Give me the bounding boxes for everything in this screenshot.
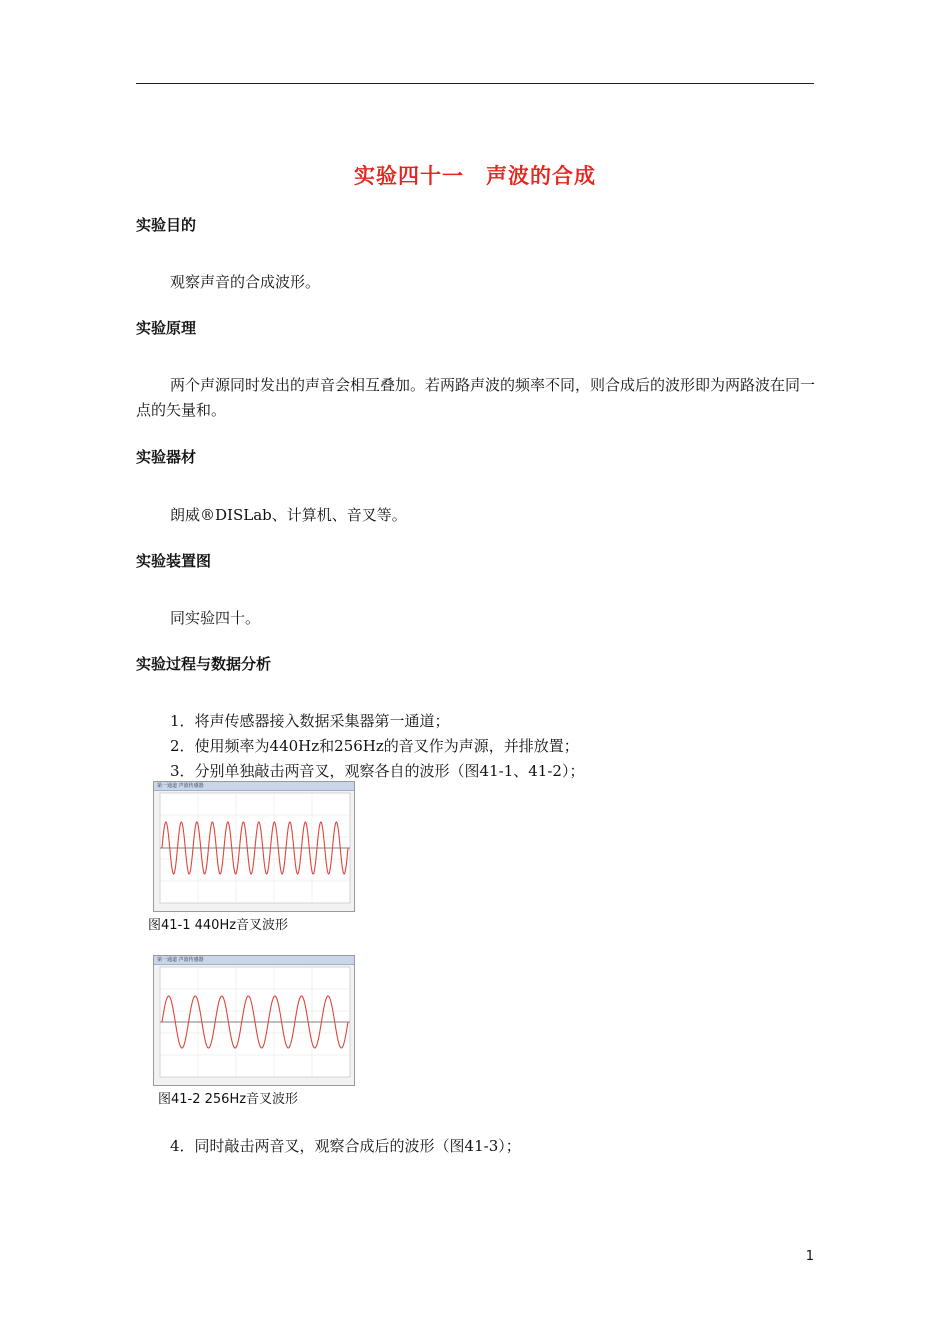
section-heading-setup: 实验装置图 xyxy=(136,552,212,570)
equipment-text: 朗威®DISLab、计算机、音叉等。 xyxy=(170,506,407,524)
figure-window-title: 第一通道 声波传感器 xyxy=(154,782,354,791)
section-heading-procedure: 实验过程与数据分析 xyxy=(136,655,272,673)
figure-caption-41-1: 图41-1 440Hz音叉波形 xyxy=(148,918,289,933)
figure-window-title: 第一通道 声波传感器 xyxy=(154,956,354,965)
purpose-text: 观察声音的合成波形。 xyxy=(170,273,321,291)
section-heading-equipment: 实验器材 xyxy=(136,448,197,466)
waveform-figure-256hz xyxy=(153,955,355,1086)
procedure-step: 1．将声传感器接入数据采集器第一通道； xyxy=(170,712,450,730)
setup-text: 同实验四十。 xyxy=(170,609,261,627)
procedure-step: 2．使用频率为440Hz和256Hz的音叉作为声源，并排放置； xyxy=(170,737,579,755)
page-title: 实验四十一 声波的合成 xyxy=(354,164,596,188)
procedure-step: 4．同时敲击两音叉，观察合成后的波形（图41-3）； xyxy=(170,1137,521,1155)
waveform-figure-440hz xyxy=(153,781,355,912)
section-heading-principle: 实验原理 xyxy=(136,319,197,337)
header-rule xyxy=(136,83,814,84)
procedure-step: 3．分别单独敲击两音叉，观察各自的波形（图41-1、41-2）； xyxy=(170,762,585,780)
waveform-plot xyxy=(154,791,354,911)
figure-caption-41-2: 图41-2 256Hz音叉波形 xyxy=(158,1092,299,1107)
principle-text: 两个声源同时发出的声音会相互叠加。若两路声波的频率不同，则合成后的波形即为两路波在同一点的矢量和。 xyxy=(136,376,816,419)
section-heading-purpose: 实验目的 xyxy=(136,216,197,234)
waveform-plot xyxy=(154,965,354,1085)
page-number: 1 xyxy=(805,1249,814,1264)
